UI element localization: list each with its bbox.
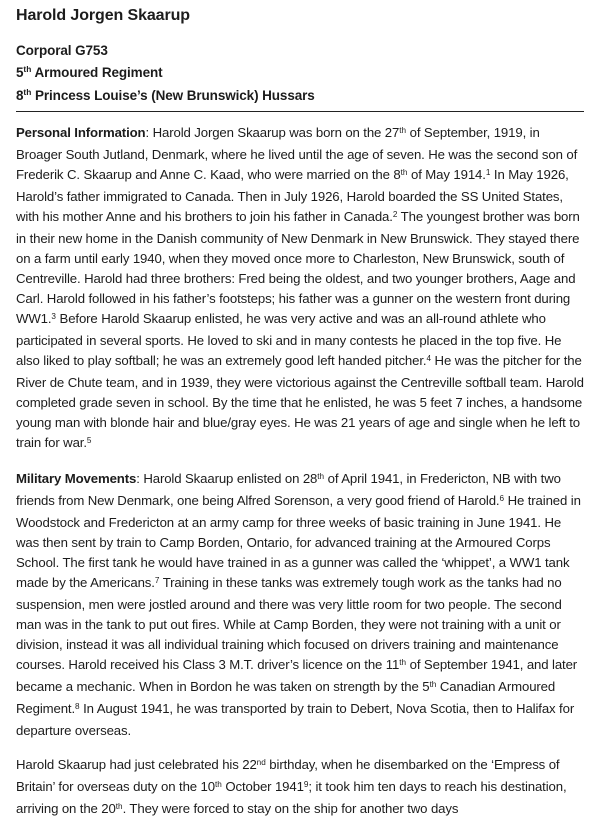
paragraph-1: Personal Information: Harold Jorgen Skaarup was born on the 27th of September, 1919, in Broager South Jutland, Denmark, where he lived until the age of seven. He was the second son of Frederik C. Skaarup and Anne C. Kaad, who were married on the 8th of May 1914.$^1$ In May 1926, Harold’s father immigrated to Canada. Then in July 1926, Harold boarded the SS United States, with his mother Anne and his brothers to join his father in Canada.$^2$ The youngest brother was born in their new home in the Danish community of New Denmark in New Brunswick. They stayed there on a farm until early 1940, when they moved once more to Charleston, New Brunswick, south of Centreville. Harold had three brothers: Fred being the oldest, and two younger brothers, Aage and Carl. Harold followed in his father’s footsteps; his father was a gunner on the western front during WW1.$^3$ Before Harold Skaarup enlisted, he was very active and was an all-round athlete who participated in several sports. He loved to ski and in many contests he placed in the top five. He also liked to play softball; he was an extremely good left handed pitcher.$^4$ He was the pitcher for the River de Chute team, and in 1939, they were victorious against the Centreville softball team. Harold completed grade seven in school. By the time that he enlisted, he was 5 feet 7 inches, a handsome young man with blonde hair and blue/gray eyes. He was 21 years of age and single when he left to train for war.$^5$	[16, 125, 584, 450]
header-line-3: 8th Princess Louise’s (New Brunswick) Hussars	[16, 87, 315, 103]
document-title: Harold Jorgen Skaarup	[16, 7, 190, 24]
paragraph-3: Harold Skaarup had just celebrated his 22nd birthday, when he disembarked on the ‘Empress of Britain’ for overseas duty on the 10th October 1941$^9$; it took him ten days to reach his destination, arriving on the 20th. They were forced to stay on the ship for another two days	[16, 757, 567, 816]
document-body	[16, 123, 584, 821]
paragraph-2: Military Movements: Harold Skaarup enlisted on 28th of April 1941, in Fredericton, NB with two friends from New Denmark, one being Alfred Sorenson, a very good friend of Harold.$^6$ He trained in Woodstock and Fredericton at an army camp for three weeks of basic training in June 1941. He was then sent by train to Camp Borden, Ontario, for advanced training at the Armoured Corps School. The first tank he would have trained in as a gunner was called the ‘whippet’, a WW1 tank made by the Americans.$^7$ Training in these tanks was extremely tough work as the tanks had no suspension, men were jostled around and there was very little room for two people. The second man was in the tank to put out fires. While at Camp Borden, they were not training with a unit or division, instead it was all individual training which focused on drivers training and maintenance courses. Harold received his Class 3 M.T. driver’s licence on the 11th of September 1941, and later became a mechanic. When in Bordon he was taken on strength by the 5th Canadian Armoured Regiment.$^8$ In August 1941, he was transported by train to Debert, Nova Scotia, then to Halifax for departure overseas.	[16, 471, 581, 738]
header-line-2: 5th Armoured Regiment	[16, 64, 163, 80]
header-line-1: Corporal G753	[16, 43, 108, 58]
rank-regiment-block	[16, 40, 584, 112]
